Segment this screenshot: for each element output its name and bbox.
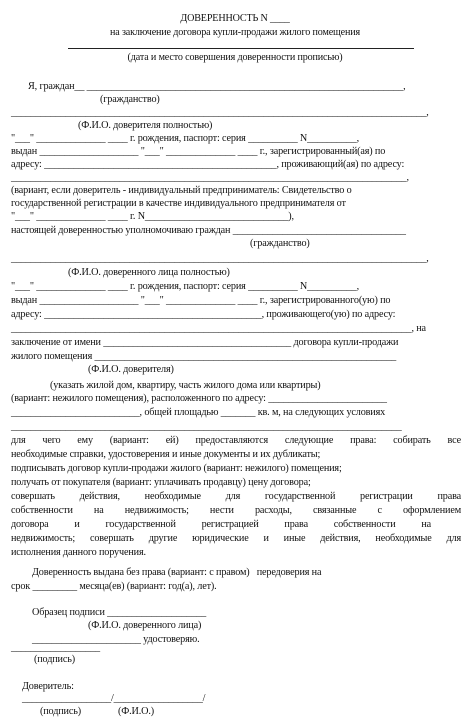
document-subtitle: на заключение договора купли-продажи жилого помещения bbox=[109, 27, 361, 38]
principal-fio-signature-hint: (Ф.И.О.) bbox=[118, 706, 154, 717]
agent-signature-line: __________________ bbox=[11, 642, 100, 653]
contract-on-behalf-line: заключение от имени ______________________________________ договора купли-продажи bbox=[11, 337, 399, 348]
agent-passport-line: "___" ______________ ____ г. рождения, паспорт: серия __________ N__________, bbox=[11, 281, 359, 292]
principal-line: Я, граждан__ ________________________________________________________________, bbox=[28, 81, 406, 92]
principal-passport-line: "___" ______________ ____ г. рождения, паспорт: серия __________ N__________, bbox=[11, 133, 359, 144]
signature-sample-line: Образец подписи ____________________ bbox=[32, 607, 207, 618]
agent-issued-line: выдан ____________________ "___" ______________ ____ г., зарегистрированного(ую) по bbox=[11, 295, 391, 306]
principal-signature-hint: (подпись) bbox=[40, 706, 81, 717]
property-line: жилого помещения _____________________________________________________________ bbox=[11, 351, 397, 362]
agent-name-line: ____________________________________________________________________________________, bbox=[11, 253, 429, 264]
rights-line-2: необходимые справки, удостоверения и иные документы и их дубликаты; bbox=[11, 449, 321, 460]
principal-name-line: ____________________________________________________________________________________, bbox=[11, 107, 429, 118]
place-date-hint: (дата и место совершения доверенности прописью) bbox=[127, 52, 343, 63]
principal-name-hint: (Ф.И.О. доверителя полностью) bbox=[78, 120, 213, 131]
principal-residence-line: ________________________________________________________________________________, bbox=[11, 172, 409, 183]
rights-line-5: совершать действия, необходимые для государственной регистрации права bbox=[11, 491, 461, 502]
entrepreneur-variant-1: (вариант, если доверитель - индивидуальный предприниматель: Свидетельство о bbox=[11, 185, 352, 196]
authorize-line: настоящей доверенностью уполномочиваю граждан ___________________________________ bbox=[11, 225, 406, 236]
rights-line-9: исполнения данного поручения. bbox=[11, 547, 146, 558]
principal-address-line: адресу: _______________________________________________, проживающий(ая) по адресу: bbox=[11, 159, 405, 170]
entrepreneur-variant-3: "___" ______________ ____ г. N_____________________________), bbox=[11, 211, 294, 222]
rights-line-3: подписывать договор купли-продажи жилого (вариант: нежилого) помещения; bbox=[11, 463, 342, 474]
conditions-line: _______________________________________________________________________________ bbox=[11, 421, 402, 432]
document-title: ДОВЕРЕННОСТЬ N ____ bbox=[180, 13, 290, 24]
rights-line-8: недвижимость; совершать другие юридические и иные действия, необходимые для bbox=[11, 533, 461, 544]
property-address-line: (вариант: нежилого помещения), расположенного по адресу: ________________________ bbox=[11, 393, 387, 404]
agent-fio-hint: (Ф.И.О. доверенного лица) bbox=[88, 620, 202, 631]
validity-line-2: срок _________ месяца(ев) (вариант: год(а), лет). bbox=[11, 581, 217, 592]
citizenship-hint: (гражданство) bbox=[100, 94, 160, 105]
rights-line-7: договора и государственной регистрацией права собственности на bbox=[11, 519, 431, 530]
agent-signature-hint: (подпись) bbox=[34, 654, 75, 665]
rights-line-4: получать от покупателя (вариант: уплачивать продавцу) цену договора; bbox=[11, 477, 311, 488]
principal-signature-line: __________________/__________________/ bbox=[22, 693, 206, 704]
agent-residence-line: _________________________________________________________________________________, на bbox=[11, 323, 426, 334]
place-date-rule bbox=[68, 48, 414, 49]
property-area-line: __________________________, общей площадью _______ кв. м, на следующих условиях bbox=[11, 407, 386, 418]
principal-issued-line: выдан ____________________ "___" ______________ ____ г., зарегистрированный(ая) по bbox=[11, 146, 386, 157]
certify-line: ______________________ удостоверяю. bbox=[32, 634, 200, 645]
property-type-hint: (указать жилой дом, квартиру, часть жилого дома или квартиры) bbox=[50, 380, 321, 391]
principal-fio-hint: (Ф.И.О. доверителя) bbox=[88, 364, 174, 375]
rights-line-6: собственности на недвижимость; нести расходы, связанные с оформлением bbox=[11, 505, 461, 516]
principal-label: Доверитель: bbox=[22, 681, 74, 692]
validity-line-1: Доверенность выдана без права (вариант: с правом) передоверия на bbox=[32, 567, 322, 578]
agent-name-hint: (Ф.И.О. доверенного лица полностью) bbox=[68, 267, 230, 278]
rights-line-1: для чего ему (вариант: ей) предоставляются следующие права: собирать все bbox=[11, 435, 461, 446]
agent-address-line: адресу: ____________________________________________, проживающего(ую) по адресу: bbox=[11, 309, 396, 320]
entrepreneur-variant-2: государственной регистрации в качестве индивидуального предпринимателя от bbox=[11, 198, 346, 209]
agent-citizenship-hint: (гражданство) bbox=[250, 238, 310, 249]
